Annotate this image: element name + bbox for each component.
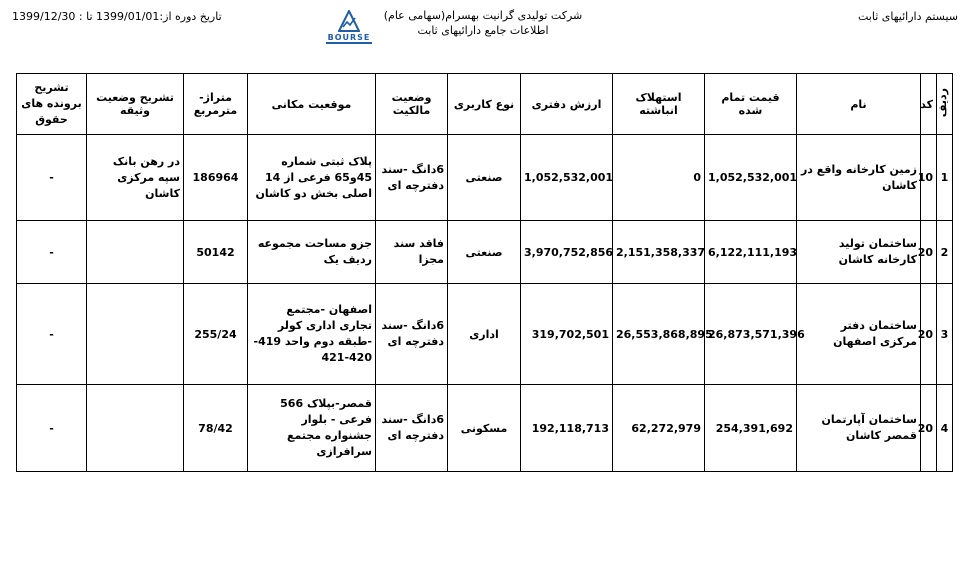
cell-name: ساختمان آپارتمان قمصر کاشان xyxy=(797,385,921,472)
cell-location: قمصر-بپلاک 566 فرعی - بلوار جشنواره مجتمع سرافرازی xyxy=(248,385,376,472)
header-location: موقعیت مکانی xyxy=(248,74,376,135)
cell-depreciation: 0 xyxy=(613,135,705,221)
cell-cost: 26,873,571,396 xyxy=(705,284,797,385)
header-row-number: ردیف xyxy=(937,74,953,135)
cell-cost: 1,052,532,001 xyxy=(705,135,797,221)
cell-book-value: 192,118,713 xyxy=(521,385,613,472)
table-row xyxy=(17,385,953,472)
cell-code: 10 xyxy=(921,135,937,221)
cell-usage: صنعتی xyxy=(448,221,521,284)
cell-book-value: 1,052,532,001 xyxy=(521,135,613,221)
cell-area: 78/42 xyxy=(184,385,248,472)
cell-ownership: 6دانگ -سند دفترچه ای xyxy=(376,135,448,221)
cell-code: 20 xyxy=(921,284,937,385)
cell-doc-status xyxy=(87,221,184,284)
cell-depreciation: 26,553,868,895 xyxy=(613,284,705,385)
cell-usage: اداری xyxy=(448,284,521,385)
cell-row: 3 xyxy=(937,284,953,385)
cell-name: ساختمان تولید کارخانه کاشان xyxy=(797,221,921,284)
cell-doc-status xyxy=(87,284,184,385)
header-book-value: ارزش دفتری xyxy=(521,74,613,135)
cell-row: 2 xyxy=(937,221,953,284)
cell-doc-status xyxy=(87,385,184,472)
cell-cost: 254,391,692 xyxy=(705,385,797,472)
header-doc-status: تشریح وضعیت وثیقه xyxy=(87,74,184,135)
report-title: اطلاعات جامع دارائیهای ثابت xyxy=(417,24,549,37)
cell-row: 4 xyxy=(937,385,953,472)
cell-doc-status: در رهن بانک سپه مرکزی کاشان xyxy=(87,135,184,221)
cell-area: 50142 xyxy=(184,221,248,284)
period-label: تاریخ دوره از:1399/01/01 تا : 1399/12/30 xyxy=(12,10,222,23)
company-name: شرکت تولیدی گرانیت بهسرام(سهامی عام) xyxy=(383,9,583,22)
cell-book-value: 319,702,501 xyxy=(521,284,613,385)
cell-usage: صنعتی xyxy=(448,135,521,221)
header-name: نام xyxy=(797,74,921,135)
cell-book-value: 3,970,752,856 xyxy=(521,221,613,284)
cell-location: پلاک ثبتی شماره 45و65 فرعی از 14 اصلی بخش دو کاشان xyxy=(248,135,376,221)
cell-cost: 6,122,111,193 xyxy=(705,221,797,284)
cell-name: ساختمان دفتر مرکزی اصفهان xyxy=(797,284,921,385)
cell-usage: مسکونی xyxy=(448,385,521,472)
cell-rights-file: - xyxy=(17,135,87,221)
table-row xyxy=(17,135,953,221)
bourse-logo-icon xyxy=(338,10,360,32)
system-name: سیستم دارائیهای ثابت xyxy=(858,10,958,23)
header-depreciation: استهلاک انباشته xyxy=(613,74,705,135)
cell-code: 20 xyxy=(921,221,937,284)
cell-area: 186964 xyxy=(184,135,248,221)
cell-location: جزو مساحت مجموعه ردیف یک xyxy=(248,221,376,284)
bourse-logo xyxy=(322,10,376,44)
header-area: متراژ-مترمربع xyxy=(184,74,248,135)
cell-name: زمین کارخانه واقع در کاشان xyxy=(797,135,921,221)
header-ownership: وضعیت مالکیت xyxy=(376,74,448,135)
cell-ownership: 6دانگ -سند دفترچه ای xyxy=(376,385,448,472)
table-row xyxy=(17,284,953,385)
cell-rights-file: - xyxy=(17,385,87,472)
table-row xyxy=(17,221,953,284)
cell-location: اصفهان -مجتمع تجاری اداری کولر -طبقه دوم واحد 419-420-421 xyxy=(248,284,376,385)
cell-rights-file: - xyxy=(17,221,87,284)
cell-code: 20 xyxy=(921,385,937,472)
cell-ownership: فاقد سند مجزا xyxy=(376,221,448,284)
header-cost: قیمت تمام شده xyxy=(705,74,797,135)
logo-text: BOURSE xyxy=(327,33,371,42)
cell-depreciation: 62,272,979 xyxy=(613,385,705,472)
cell-rights-file: - xyxy=(17,284,87,385)
table-header-row xyxy=(17,74,953,135)
cell-ownership: 6دانگ -سند دفترچه ای xyxy=(376,284,448,385)
logo-underline xyxy=(326,42,372,44)
cell-depreciation: 2,151,358,337 xyxy=(613,221,705,284)
header-usage: نوع کاربری xyxy=(448,74,521,135)
header-rights-file: تشریح برونده های حقوق xyxy=(17,74,87,135)
cell-row: 1 xyxy=(937,135,953,221)
cell-area: 255/24 xyxy=(184,284,248,385)
header-code: کد xyxy=(921,74,937,135)
fixed-assets-table xyxy=(16,73,953,472)
